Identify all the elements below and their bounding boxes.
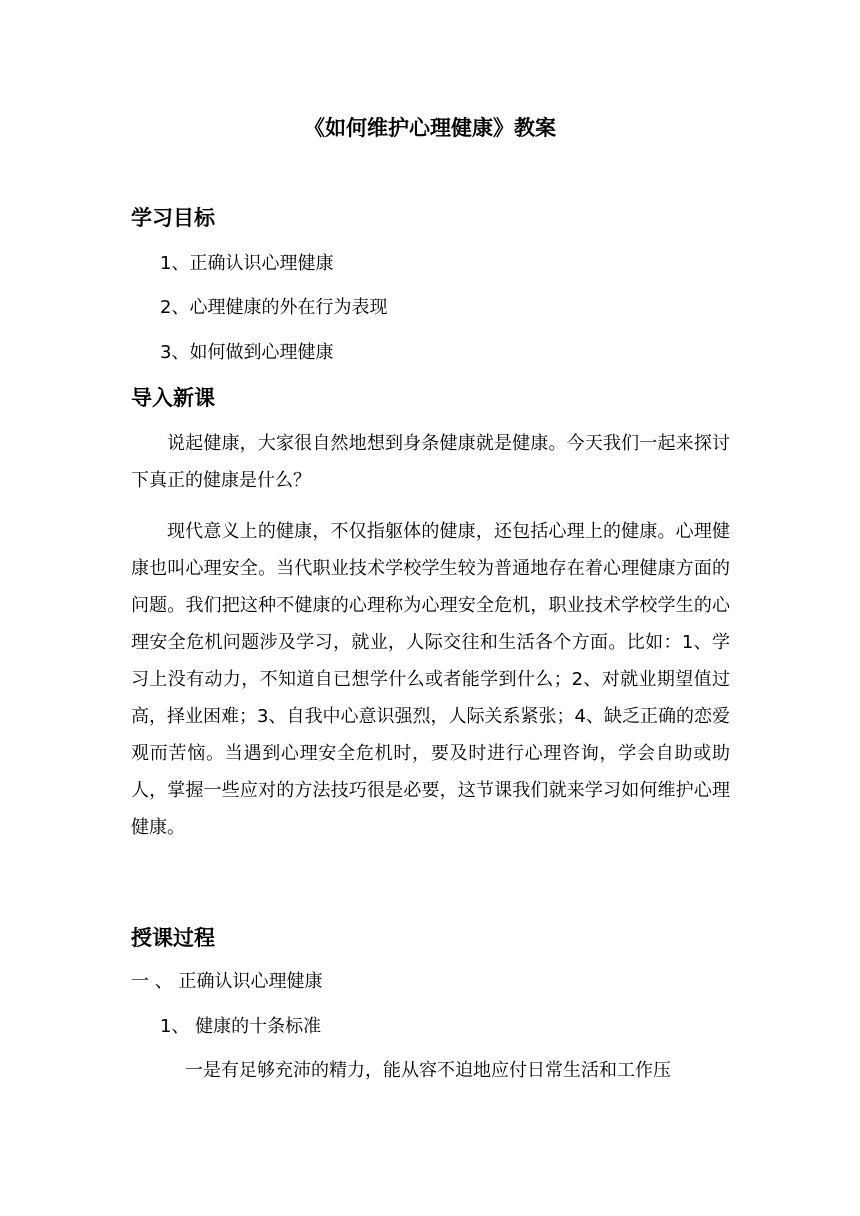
objective-item-3: 3、如何做到心理健康	[160, 342, 334, 363]
section-heading-intro: 导入新课	[131, 386, 215, 410]
process-subsubheading-1: 1、 健康的十条标准	[160, 1016, 322, 1037]
objective-item-2: 2、心理健康的外在行为表现	[160, 297, 388, 318]
intro-paragraph-2: 现代意义上的健康，不仅指躯体的健康，还包括心理上的健康。心理健康也叫心理安全。当代职业技术学校学生较为普通地存在着心理健康方面的问题。我们把这种不健康的心理称为心理安全危机，职业技术学校学生的心理安全危机问题涉及学习，就业，人际交往和生活各个方面。比如：1、学习上没有动力，不知道自已想学什么或者能学到什么；2、对就业期望值过高，择业困难；3、自我中心意识强烈，人际关系紧张；4、缺乏正确的恋爱观而苦恼。当遇到心理安全危机时，要及时进行心理咨询，学会自助或助人，掌握一些应对的方法技巧很是必要，这节课我们就来学习如何维护心理健康。	[131, 521, 730, 838]
standard-line-1: 一是有足够充沛的精力，能从容不迫地应付日常生活和工作压	[185, 1060, 671, 1081]
section-heading-objectives: 学习目标	[131, 206, 215, 230]
section-heading-process: 授课过程	[131, 926, 215, 950]
intro-paragraph-1: 说起健康，大家很自然地想到身条健康就是健康。今天我们一起来探讨下真正的健康是什么？	[131, 433, 730, 491]
document-title: 《如何维护心理健康》教案	[304, 116, 556, 140]
process-subheading-1: 一 、 正确认识心理健康	[131, 971, 323, 992]
objective-item-1: 1、正确认识心理健康	[160, 253, 334, 274]
